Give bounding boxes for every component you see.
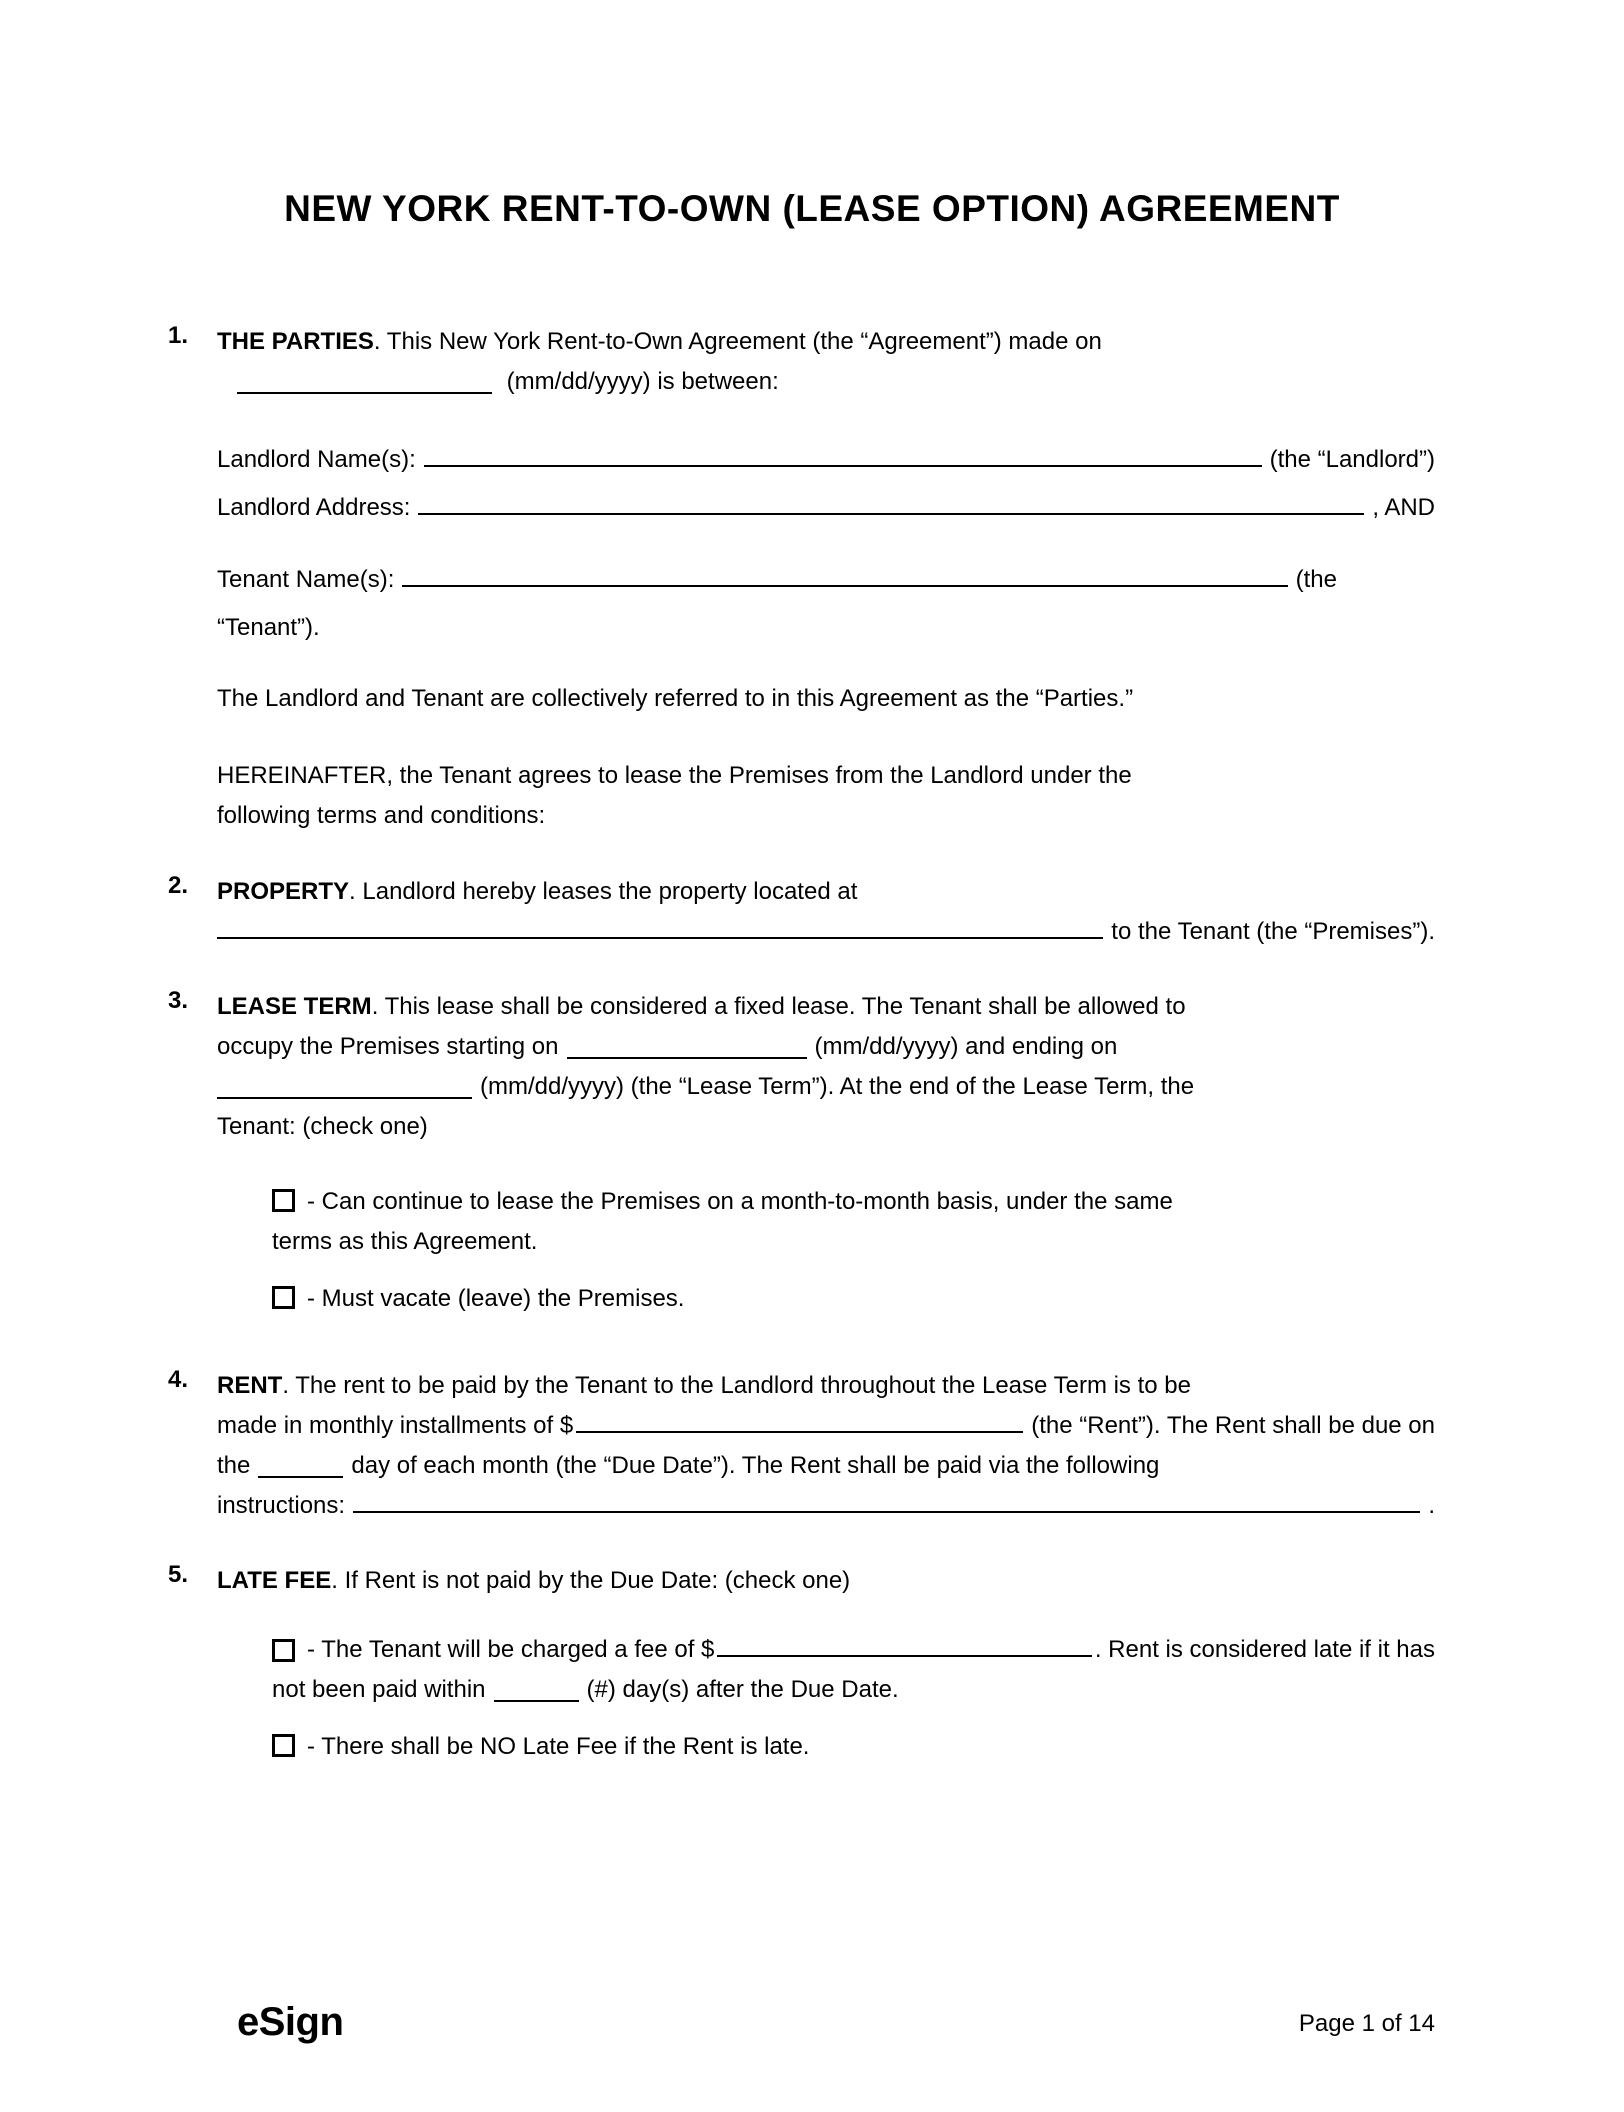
- due-day-suffix: day of each month (the “Due Date”). The Rent shall be paid via the following: [351, 1452, 1160, 1479]
- section-late-fee-heading: LATE FEE: [217, 1567, 332, 1594]
- parties-note-text: The Landlord and Tenant are collectively referred to in this Agreement as the “Parties.”: [217, 685, 1134, 712]
- property-suffix: to the Tenant (the “Premises”).: [1111, 918, 1435, 945]
- page-number: Page 1 of 14: [1298, 2010, 1435, 2037]
- tenant-block: [217, 556, 1435, 652]
- grace-days-suffix: (#) day(s) after the Due Date.: [586, 1676, 899, 1703]
- section-number: 2.: [168, 872, 189, 899]
- late-fee-amount-suffix: . Rent is considered late if it has: [1094, 1636, 1435, 1663]
- landlord-name-label: Landlord Name(s):: [217, 446, 416, 473]
- late-fee-charged-checkbox[interactable]: [272, 1639, 295, 1662]
- late-fee-option-charged: [272, 1630, 1435, 1710]
- late-fee-amount-blank[interactable]: [717, 1633, 1091, 1657]
- late-fee-charged-line1: [272, 1630, 1435, 1670]
- page-title: NEW YORK RENT-TO-OWN (LEASE OPTION) AGREEMENT: [284, 188, 1340, 229]
- due-day-blank[interactable]: [258, 1454, 343, 1478]
- tenant-name-label: Tenant Name(s):: [217, 566, 395, 593]
- section-rent: [168, 1366, 1435, 1526]
- no-late-fee-checkbox[interactable]: [272, 1734, 295, 1757]
- late-fee-none-line1: [272, 1727, 1435, 1767]
- section-parties-line2: [217, 362, 1435, 402]
- section-property-line2: [217, 912, 1435, 952]
- lease-term-line1: [217, 987, 1435, 1027]
- rent-line1: [217, 1366, 1435, 1406]
- lease-option-continue: [272, 1182, 1435, 1262]
- parties-note: [217, 679, 1435, 719]
- continue-month-to-month-checkbox[interactable]: [272, 1189, 295, 1212]
- tenant-name-line: [217, 556, 1337, 604]
- landlord-address-label: Landlord Address:: [217, 494, 411, 521]
- late-fee-charged-line2: [272, 1670, 1435, 1710]
- landlord-address-suffix: , AND: [1372, 494, 1435, 521]
- section-lease-term-heading: LEASE TERM: [217, 993, 372, 1020]
- lease-start-suffix: (mm/dd/yyyy) and ending on: [814, 1033, 1118, 1060]
- late-fee-line1: [217, 1561, 1435, 1601]
- lease-option-continue-line1: [272, 1182, 1435, 1222]
- payment-instructions-blank[interactable]: [353, 1489, 1420, 1513]
- landlord-name-suffix: (the “Landlord”): [1269, 446, 1435, 473]
- lease-start-pre: occupy the Premises starting on: [217, 1033, 559, 1060]
- section-number: 5.: [168, 1561, 189, 1588]
- must-vacate-checkbox[interactable]: [272, 1286, 295, 1309]
- grace-days-blank[interactable]: [494, 1678, 579, 1702]
- section-number: 4.: [168, 1366, 189, 1393]
- section-property-line1: [217, 872, 1435, 912]
- lease-option-vacate-line1: [272, 1279, 1435, 1319]
- hereinafter-line2: following terms and conditions:: [217, 802, 546, 829]
- section-property: [168, 872, 1435, 952]
- rent-line3: [217, 1446, 1435, 1486]
- property-address-blank[interactable]: [217, 915, 1103, 939]
- tenant-name-continuation: “Tenant”).: [217, 614, 320, 641]
- section-property-heading: PROPERTY: [217, 878, 350, 905]
- lease-start-date-blank[interactable]: [567, 1035, 807, 1059]
- landlord-address-blank[interactable]: [418, 491, 1364, 515]
- instructions-period: .: [1428, 1492, 1435, 1519]
- section-late-fee: [168, 1561, 1435, 1601]
- grace-days-pre: not been paid within: [272, 1676, 486, 1703]
- landlord-name-line: [217, 436, 1435, 484]
- section-rent-heading: RENT: [217, 1372, 283, 1399]
- lease-term-line4: Tenant: (check one): [217, 1113, 428, 1140]
- rent-line4: [217, 1486, 1435, 1526]
- landlord-name-blank[interactable]: [424, 443, 1262, 467]
- lease-term-line2: [217, 1027, 1435, 1067]
- page-footer: [217, 1996, 1435, 2044]
- section-number: 1.: [168, 322, 189, 349]
- lease-option-vacate: [272, 1279, 1435, 1319]
- esign-logo: eSign: [237, 2000, 344, 2044]
- lease-term-line3: [217, 1067, 1435, 1107]
- section-parties-line1: [217, 322, 1435, 362]
- agreement-date-blank[interactable]: [237, 370, 492, 394]
- section-late-fee-lead: . If Rent is not paid by the Due Date: (check one): [331, 1567, 851, 1594]
- hereinafter-line1: HEREINAFTER, the Tenant agrees to lease the Premises from the Landlord under the: [217, 762, 1132, 789]
- landlord-address-line: [217, 484, 1435, 532]
- section-lease-term-lead: . This lease shall be considered a fixed lease. The Tenant shall be allowed to: [371, 993, 1186, 1020]
- section-property-lead: . Landlord hereby leases the property located at: [349, 878, 858, 905]
- tenant-name-suffix: (the: [1295, 566, 1337, 593]
- lease-option-vacate-text: - Must vacate (leave) the Premises.: [307, 1285, 685, 1312]
- instructions-label: instructions:: [217, 1492, 346, 1519]
- no-late-fee-text: - There shall be NO Late Fee if the Rent is late.: [307, 1733, 810, 1760]
- lease-option-continue-text: - Can continue to lease the Premises on a month-to-month basis, under the same: [307, 1188, 1173, 1215]
- section-parties-lead: . This New York Rent-to-Own Agreement (the “Agreement”) made on: [373, 328, 1102, 355]
- late-fee-amount-pre: - The Tenant will be charged a fee of $: [307, 1636, 715, 1663]
- rent-amount-pre: made in monthly installments of $: [217, 1412, 574, 1439]
- section-lease-term: [168, 987, 1435, 1147]
- section-rent-lead: . The rent to be paid by the Tenant to the Landlord throughout the Lease Term is to be: [282, 1372, 1191, 1399]
- section-parties: [168, 322, 1435, 402]
- rent-line2: [217, 1406, 1435, 1446]
- lease-end-suffix: (mm/dd/yyyy) (the “Lease Term”). At the end of the Lease Term, the: [480, 1073, 1195, 1100]
- late-fee-option-none: [272, 1727, 1435, 1767]
- hereinafter-paragraph: [217, 756, 1435, 836]
- lease-end-date-blank[interactable]: [217, 1075, 472, 1099]
- lease-option-continue-line2: terms as this Agreement.: [272, 1228, 538, 1255]
- rent-amount-suffix: (the “Rent”). The Rent shall be due on: [1031, 1412, 1435, 1439]
- landlord-block: [217, 436, 1435, 532]
- agreement-date-suffix: (mm/dd/yyyy) is between:: [500, 368, 779, 395]
- section-number: 3.: [168, 987, 189, 1014]
- due-day-pre: the: [217, 1452, 251, 1479]
- rent-amount-blank[interactable]: [576, 1409, 1023, 1433]
- section-parties-heading: THE PARTIES: [217, 328, 374, 355]
- tenant-name-blank[interactable]: [402, 563, 1287, 587]
